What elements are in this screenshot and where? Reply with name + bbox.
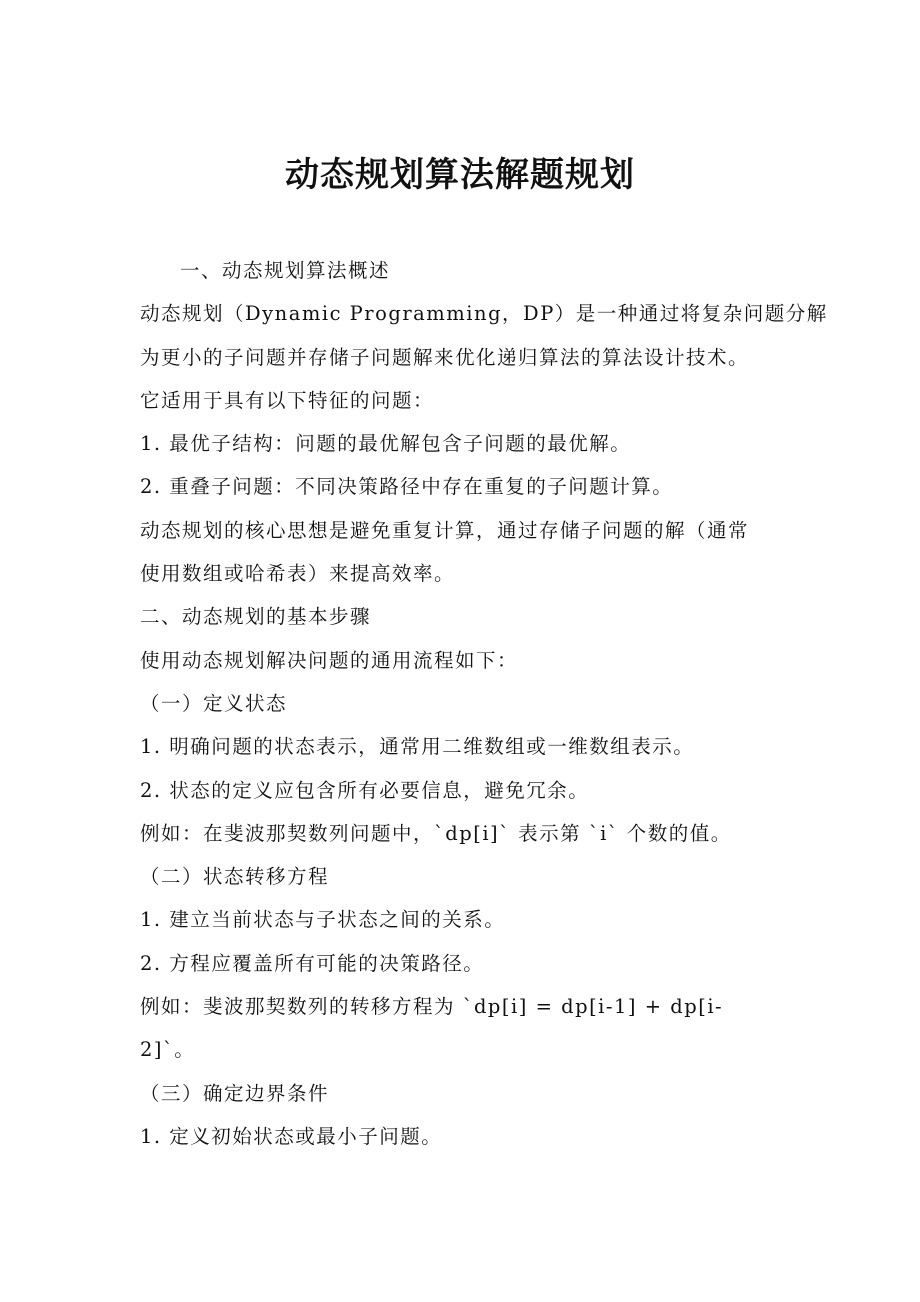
example-line: 2]`。 [140, 1038, 196, 1062]
list-item: 2. 方程应覆盖所有可能的决策路径。 [140, 951, 485, 975]
list-item: 1. 定义初始状态或最小子问题。 [140, 1124, 443, 1148]
document-body [140, 249, 828, 1158]
paragraph-line: 使用数组或哈希表）来提高效率。 [140, 562, 456, 586]
paragraph-line: 使用动态规划解决问题的通用流程如下： [140, 648, 519, 672]
example-line: 例如：在斐波那契数列问题中，`dp[i]` 表示第 `i` 个数的值。 [140, 821, 732, 845]
document-title: 动态规划算法解题规划 [285, 155, 635, 195]
list-item: 1. 最优子结构：问题的最优解包含子问题的最优解。 [140, 432, 632, 456]
subsection-heading: （一）定义状态 [140, 691, 288, 715]
section-heading-2: 二、动态规划的基本步骤 [140, 605, 372, 629]
example-line: 例如：斐波那契数列的转移方程为 `dp[i] = dp[i-1] + dp[i- [140, 995, 724, 1019]
subsection-heading: （二）状态转移方程 [140, 865, 330, 889]
paragraph-line: 它适用于具有以下特征的问题： [140, 388, 435, 412]
paragraph-line: 动态规划的核心思想是避免重复计算，通过存储子问题的解（通常 [140, 518, 750, 542]
paragraph-line: 为更小的子问题并存储子问题解来优化递归算法的算法设计技术。 [140, 345, 750, 369]
section-heading-1: 一、动态规划算法概述 [180, 259, 391, 282]
list-item: 1. 明确问题的状态表示，通常用二维数组或一维数组表示。 [140, 735, 695, 759]
list-item: 2. 状态的定义应包含所有必要信息，避免冗余。 [140, 778, 590, 802]
list-item: 1. 建立当前状态与子状态之间的关系。 [140, 908, 506, 932]
subsection-heading: （三）确定边界条件 [140, 1081, 330, 1105]
list-item: 2. 重叠子问题：不同决策路径中存在重复的子问题计算。 [140, 475, 674, 499]
paragraph-line: 动态规划（Dynamic Programming，DP）是一种通过将复杂问题分解 [140, 302, 828, 326]
